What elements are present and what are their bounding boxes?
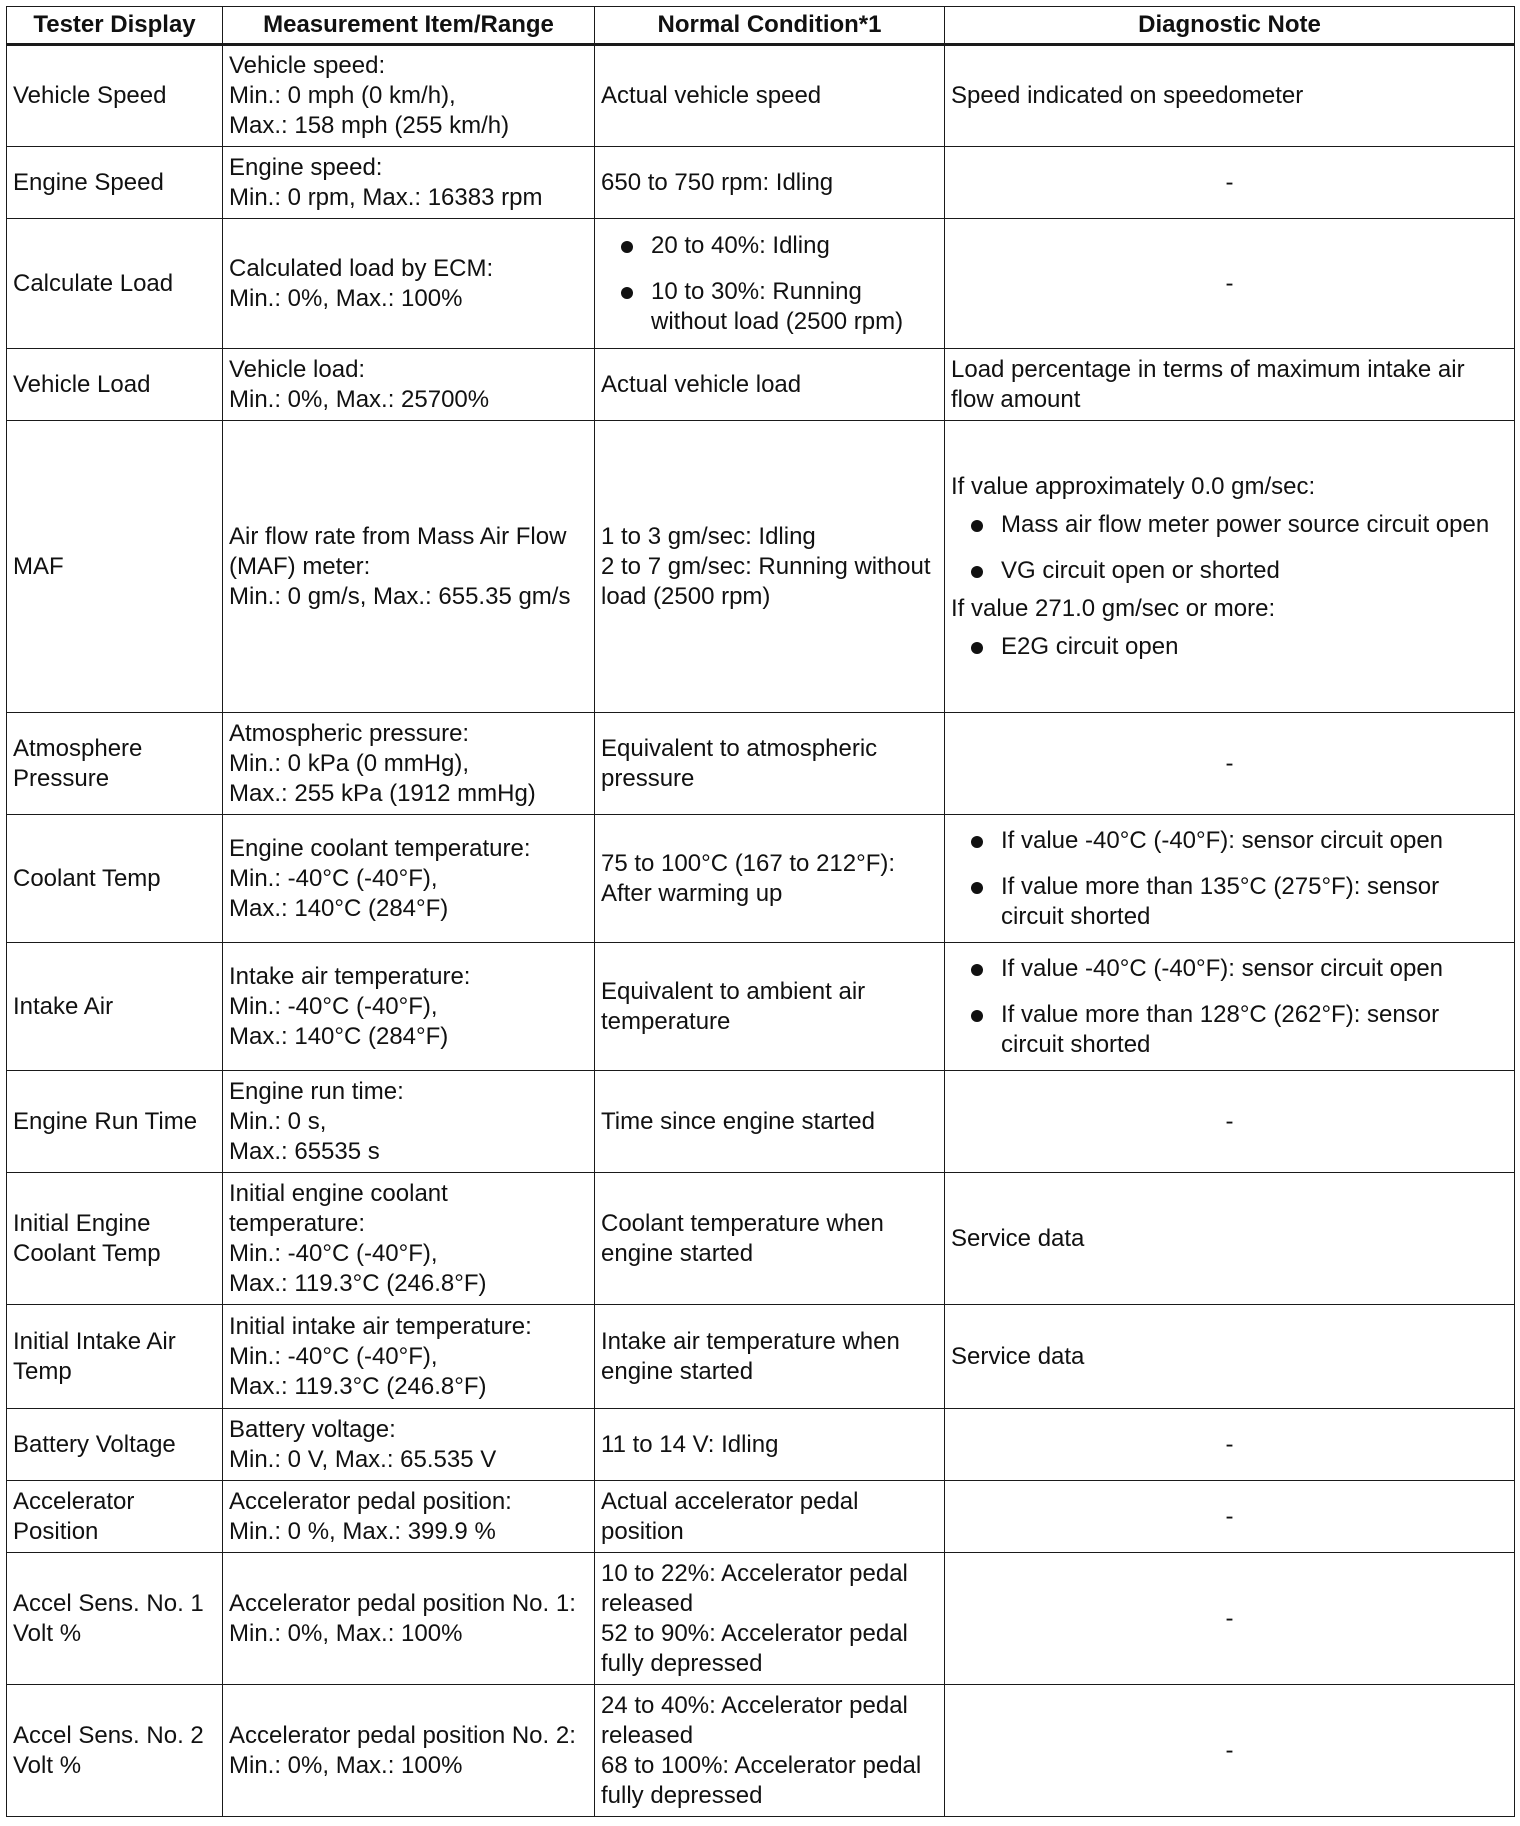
table-row (7, 815, 1515, 943)
cell-tester-display: Calculate Load (7, 219, 223, 349)
cell-measurement-range: Engine run time: Min.: 0 s, Max.: 65535 s (223, 1071, 595, 1173)
cell-normal-condition: 75 to 100°C (167 to 212°F): After warming up (595, 815, 945, 943)
cell-tester-display: MAF (7, 421, 223, 713)
list-item: 10 to 30%: Running without load (2500 rpm) (601, 277, 938, 337)
table-row (7, 421, 1515, 713)
list-item: Mass air flow meter power source circuit open (951, 510, 1508, 540)
cell-measurement-range: Initial intake air temperature: Min.: -40°C (-40°F), Max.: 119.3°C (246.8°F) (223, 1305, 595, 1409)
cell-diagnostic-note: - (945, 713, 1515, 815)
cell-tester-display: Accel Sens. No. 1 Volt % (7, 1553, 223, 1685)
cell-measurement-range: Vehicle speed: Min.: 0 mph (0 km/h), Max.: 158 mph (255 km/h) (223, 45, 595, 147)
cell-normal-condition: Actual vehicle load (595, 349, 945, 421)
header-normal-condition: Normal Condition*1 (595, 7, 945, 45)
cell-normal-condition: Coolant temperature when engine started (595, 1173, 945, 1305)
cell-diagnostic-note: Service data (945, 1173, 1515, 1305)
table-row (7, 1553, 1515, 1685)
cell-normal-condition: Equivalent to atmospheric pressure (595, 713, 945, 815)
cell-tester-display: Initial Intake Air Temp (7, 1305, 223, 1409)
cell-diagnostic-note: - (945, 1481, 1515, 1553)
cell-normal-condition: 10 to 22%: Accelerator pedal released 52 to 90%: Accelerator pedal fully depressed (595, 1553, 945, 1685)
cell-tester-display: Accelerator Position (7, 1481, 223, 1553)
cell-diagnostic-note: - (945, 1685, 1515, 1817)
cell-normal-condition: Equivalent to ambient air temperature (595, 943, 945, 1071)
cell-normal-condition: 1 to 3 gm/sec: Idling 2 to 7 gm/sec: Running without load (2500 rpm) (595, 421, 945, 713)
cell-diagnostic-note: - (945, 219, 1515, 349)
list-item: 20 to 40%: Idling (601, 231, 938, 261)
cell-diagnostic-note (945, 943, 1515, 1071)
cell-diagnostic-note: - (945, 147, 1515, 219)
table-row (7, 349, 1515, 421)
table-row (7, 713, 1515, 815)
cell-tester-display: Battery Voltage (7, 1409, 223, 1481)
cell-measurement-range: Engine speed: Min.: 0 rpm, Max.: 16383 rpm (223, 147, 595, 219)
table-row (7, 1481, 1515, 1553)
list-item: If value -40°C (-40°F): sensor circuit open (951, 954, 1508, 984)
cell-normal-condition: 650 to 750 rpm: Idling (595, 147, 945, 219)
table-row (7, 943, 1515, 1071)
cell-tester-display: Initial Engine Coolant Temp (7, 1173, 223, 1305)
table-row (7, 1305, 1515, 1409)
cell-tester-display: Engine Run Time (7, 1071, 223, 1173)
cell-measurement-range: Calculated load by ECM: Min.: 0%, Max.: 100% (223, 219, 595, 349)
table-row (7, 1685, 1515, 1817)
cell-measurement-range: Initial engine coolant temperature: Min.: -40°C (-40°F), Max.: 119.3°C (246.8°F) (223, 1173, 595, 1305)
cell-tester-display: Coolant Temp (7, 815, 223, 943)
cell-diagnostic-note: Service data (945, 1305, 1515, 1409)
table-row (7, 1173, 1515, 1305)
cell-measurement-range: Vehicle load: Min.: 0%, Max.: 25700% (223, 349, 595, 421)
list-item: VG circuit open or shorted (951, 556, 1508, 586)
cell-normal-condition: 24 to 40%: Accelerator pedal released 68 to 100%: Accelerator pedal fully depressed (595, 1685, 945, 1817)
note-bullet-list (951, 954, 1508, 1060)
cell-measurement-range: Air flow rate from Mass Air Flow (MAF) meter: Min.: 0 gm/s, Max.: 655.35 gm/s (223, 421, 595, 713)
cell-tester-display: Vehicle Load (7, 349, 223, 421)
cell-normal-condition: Time since engine started (595, 1071, 945, 1173)
cell-measurement-range: Intake air temperature: Min.: -40°C (-40°F), Max.: 140°C (284°F) (223, 943, 595, 1071)
data-list-table (6, 6, 1515, 1817)
list-item: E2G circuit open (951, 632, 1508, 662)
note-bullet-list (951, 826, 1508, 932)
cell-diagnostic-note: - (945, 1553, 1515, 1685)
cell-measurement-range: Accelerator pedal position No. 1: Min.: 0%, Max.: 100% (223, 1553, 595, 1685)
cell-tester-display: Engine Speed (7, 147, 223, 219)
cell-normal-condition: Intake air temperature when engine started (595, 1305, 945, 1409)
normal-bullet-list (601, 231, 938, 337)
cell-diagnostic-note: - (945, 1071, 1515, 1173)
cell-diagnostic-note (945, 815, 1515, 943)
cell-tester-display: Intake Air (7, 943, 223, 1071)
note-bullet-list (951, 632, 1508, 662)
cell-normal-condition (595, 219, 945, 349)
table-row (7, 1071, 1515, 1173)
table-row (7, 1409, 1515, 1481)
cell-tester-display: Atmosphere Pressure (7, 713, 223, 815)
cell-measurement-range: Accelerator pedal position No. 2: Min.: 0%, Max.: 100% (223, 1685, 595, 1817)
list-item: If value more than 128°C (262°F): sensor circuit shorted (951, 1000, 1508, 1060)
cell-measurement-range: Atmospheric pressure: Min.: 0 kPa (0 mmHg), Max.: 255 kPa (1912 mmHg) (223, 713, 595, 815)
table-row (7, 219, 1515, 349)
cell-normal-condition: 11 to 14 V: Idling (595, 1409, 945, 1481)
cell-normal-condition: Actual accelerator pedal position (595, 1481, 945, 1553)
header-measurement-item: Measurement Item/Range (223, 7, 595, 45)
cell-measurement-range: Accelerator pedal position: Min.: 0 %, Max.: 399.9 % (223, 1481, 595, 1553)
note-bullet-list (951, 510, 1508, 586)
cell-diagnostic-note: Load percentage in terms of maximum intake air flow amount (945, 349, 1515, 421)
cell-diagnostic-note: If value approximately 0.0 gm/sec: Mass air flow meter power source circuit open VG circuit open or shorted If value 271.0 gm/sec or more: E2G circuit open (945, 421, 1515, 713)
table-row (7, 45, 1515, 147)
cell-measurement-range: Battery voltage: Min.: 0 V, Max.: 65.535 V (223, 1409, 595, 1481)
cell-diagnostic-note: - (945, 1409, 1515, 1481)
cell-normal-condition: Actual vehicle speed (595, 45, 945, 147)
table-row (7, 147, 1515, 219)
cell-tester-display: Vehicle Speed (7, 45, 223, 147)
cell-diagnostic-note: Speed indicated on speedometer (945, 45, 1515, 147)
cell-measurement-range: Engine coolant temperature: Min.: -40°C (-40°F), Max.: 140°C (284°F) (223, 815, 595, 943)
list-item: If value -40°C (-40°F): sensor circuit open (951, 826, 1508, 856)
list-item: If value more than 135°C (275°F): sensor circuit shorted (951, 872, 1508, 932)
cell-tester-display: Accel Sens. No. 2 Volt % (7, 1685, 223, 1817)
header-tester-display: Tester Display (7, 7, 223, 45)
header-row (7, 7, 1515, 45)
header-diagnostic-note: Diagnostic Note (945, 7, 1515, 45)
